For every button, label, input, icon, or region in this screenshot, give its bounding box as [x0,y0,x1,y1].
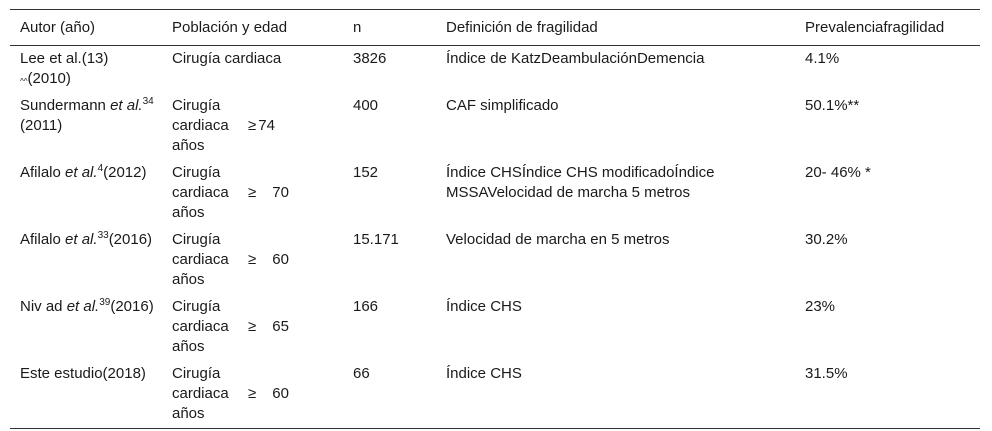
cell-definition: Índice de KatzDeambulaciónDemencia [446,50,705,67]
frailty-table-container [10,9,980,429]
cell-population: Cirugía cardiaca años ≥ 60 [162,361,343,429]
cell-definition: Índice CHS [446,298,522,315]
caret-marker: ^^ [20,77,28,86]
table-row [10,294,980,361]
cell-prevalence: 50.1%** [805,97,860,114]
table-row [10,227,980,294]
cell-n: 3826 [353,50,387,67]
cell-population: Cirugía cardiaca años ≥ 70 [172,164,289,221]
cell-prevalence: 30.2% [805,231,848,248]
cell-population: Cirugía cardiaca años ≥ 60 [172,231,289,288]
cell-n: 166 [353,298,379,315]
table-row [10,160,980,227]
cell-prevalence: 23% [805,298,836,315]
header-author-year: Autor (año) [10,10,162,46]
cell-definition: Velocidad de marcha en 5 metros [446,231,670,248]
header-frailty-prevalence: Prevalenciafragilidad [795,10,980,46]
cell-n: 15.171 [353,231,399,248]
table-row [10,46,980,94]
cell-author: Sundermann et al.$^{34}$ (2011) [20,96,154,134]
header-frailty-definition: Definición de fragilidad [436,10,795,46]
frailty-prevalence-table [10,9,980,429]
table-row [10,361,980,429]
cell-population: Cirugía cardiaca años ≥ 65 [172,298,289,355]
cell-definition: Índice CHSÍndice CHS modificadoÍndice MSSAVelocidad de marcha 5 metros [446,164,715,201]
header-population-age: Población y edad [162,10,343,46]
cell-population: Cirugía cardiaca [172,50,282,67]
cell-prevalence: 31.5% [795,361,980,429]
cell-n: 66 [343,361,436,429]
cell-n: 152 [353,164,379,181]
cell-author: Niv ad et al.$^{39}$(2016) [20,297,154,315]
cell-definition: CAF simplificado [446,97,559,114]
cell-author: Este estudio(2018) [10,361,162,429]
cell-prevalence: 20- 46% * [805,164,871,181]
cell-population: Cirugía cardiaca años ≥ 74 [172,97,275,154]
table-row [10,93,980,160]
cell-author: Afilalo et al.$^{33}$(2016) [20,230,153,248]
cell-definition: Índice CHS [436,361,795,429]
cell-author: Afilalo et al.$^4$(2012) [20,163,147,181]
header-n: n [343,10,436,46]
cell-n: 400 [353,97,379,114]
cell-author: Lee et al.(13) ^^(2010) [20,50,109,87]
cell-prevalence: 4.1% [805,50,840,67]
table-header-row [10,10,980,46]
